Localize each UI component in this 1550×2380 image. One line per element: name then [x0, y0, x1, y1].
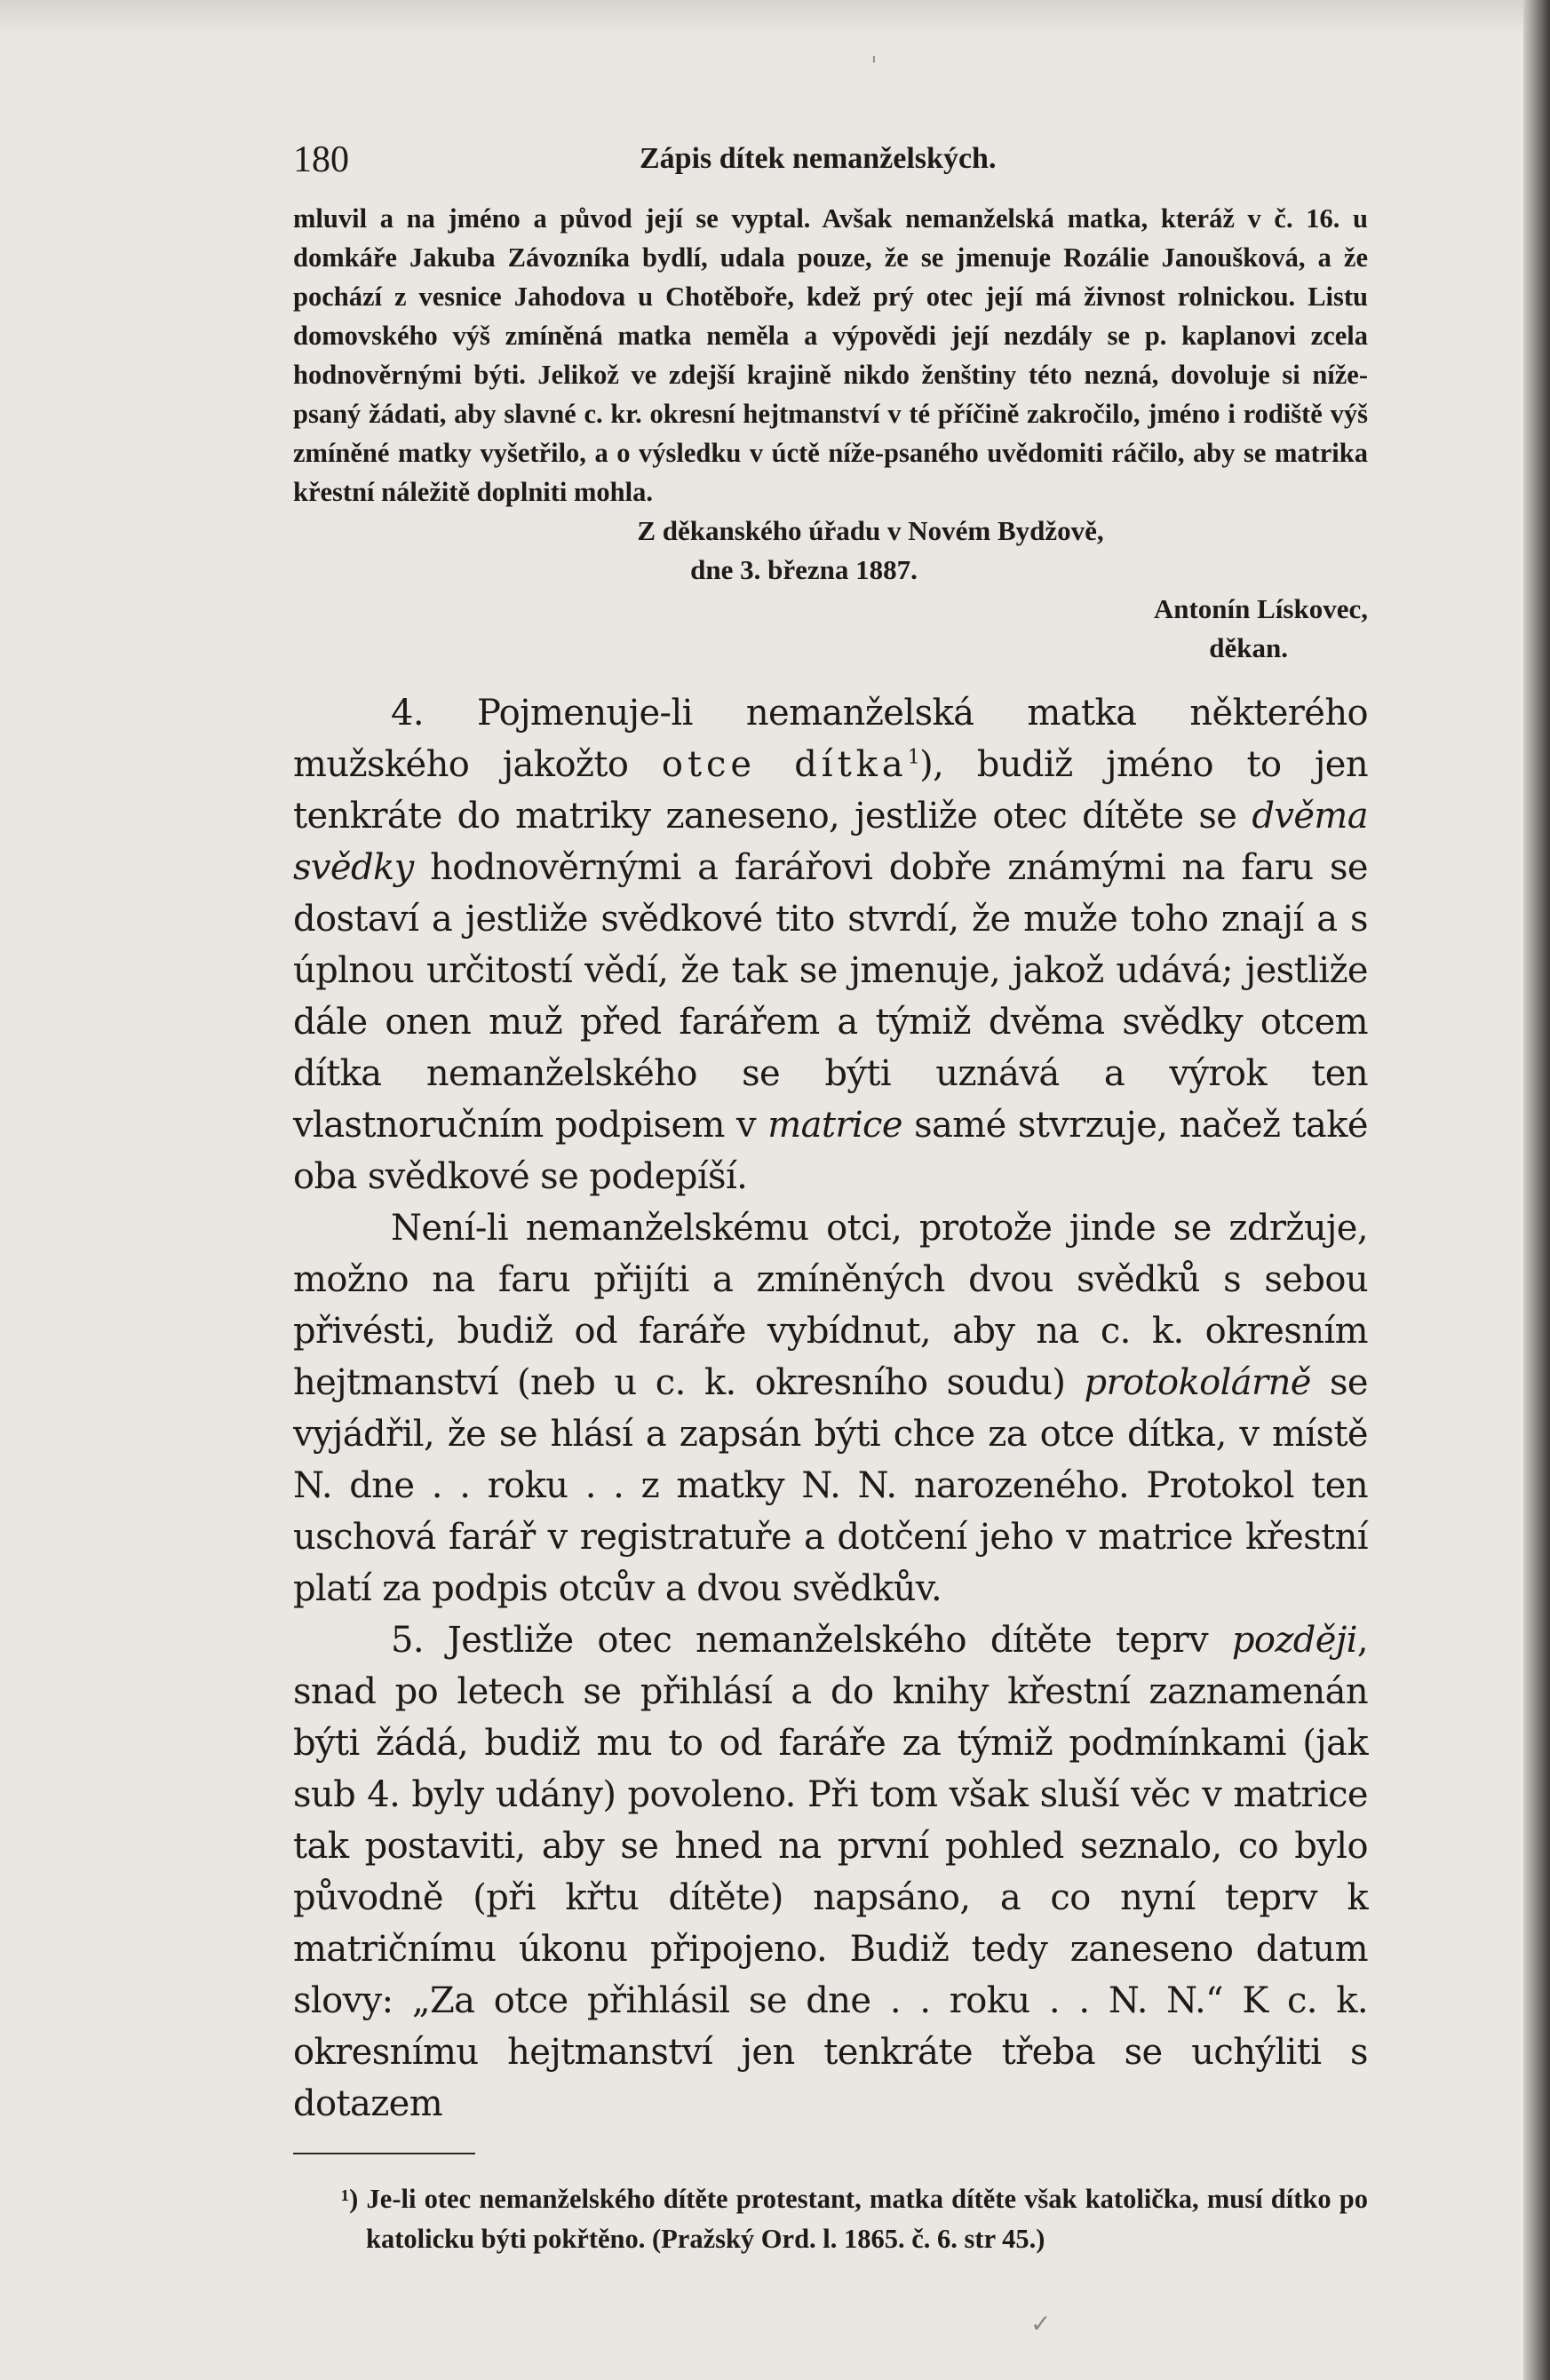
text-run: 5. Jestliže otec nemanželského dítěte teprv — [391, 1620, 1232, 1661]
letter-date: dne 3. března 1887. — [690, 554, 918, 585]
paragraph-absent-father — [293, 1202, 1368, 1614]
italic-emphasis: později — [1231, 1620, 1357, 1661]
letter-signoff — [293, 512, 1368, 590]
text-run: ), budiž jméno to jen tenkráte do matriky zaneseno, jestliže otec dítěte se — [293, 744, 1368, 837]
footnote-divider — [293, 2153, 475, 2154]
footnote-text: Je-li otec nemanželského dítěte protestant, matka dítěte však katolička, musí dítko po katolicku býti pokřtěno. (Pražský Ord. l. 1865. č. 6. str 45.) — [366, 2184, 1369, 2254]
text-run: hodnověrnými a farářovi dobře známými na faru se dostaví a jestliže svědkové tito stvrdí, že muže toho znají a s úplnou určitostí vědí, že tak se jmenuje, jakož udává; jestliže dále onen muž před farářem a týmiž dvěma svědky otcem dítka nemanželského se býti uznává a výrok ten vlastnoručním podpisem v — [293, 847, 1368, 1146]
running-title: Zápis dítek nemanželských. — [640, 142, 997, 175]
scan-speck: ✓ — [1030, 2309, 1052, 2338]
letter-signer — [293, 590, 1368, 668]
footnote — [293, 2179, 1368, 2259]
italic-emphasis: matrice — [767, 1105, 902, 1146]
signer-title: děkan. — [1209, 632, 1288, 663]
spaced-emphasis: otce dítka — [661, 744, 908, 785]
scan-speck: ˈ — [870, 52, 878, 81]
footnote-marker: ¹) — [341, 2184, 359, 2214]
letter-place: Z děkanského úřadu v Novém Bydžově, — [637, 515, 1104, 546]
signer-name: Antonín Lískovec, — [1153, 593, 1368, 624]
text-run: 4. Pojmenuje-li nemanželská matka některého mužského jakožto — [293, 693, 1368, 785]
italic-emphasis: dvěma svědky — [293, 796, 1368, 888]
scan-top-shading — [0, 0, 1550, 36]
text-run: , snad po letech se přihlásí a do knihy křestní zaznamenán býti žádá, budiž mu to od faráře za týmiž podmínkami (jak sub 4. byly udány) povoleno. Při tom však sluší věc v matrice tak postaviti, aby se hned na první pohled seznalo, co bylo původně (při křtu dítěte) napsáno, a co nyní teprv k matričnímu úkonu připojeno. Budiž tedy zaneseno datum slovy: „Za otce přihlásil se dne . . roku . . N. N.“ K c. k. okresnímu hejtmanství jen tenkráte třeba se uchýliti s dotazem — [293, 1620, 1368, 2124]
scan-right-edge — [1523, 0, 1550, 2380]
text-run: Není-li nemanželskému otci, protože jinde se zdržuje, možno na faru přijíti a zmíněných dvou svědků s sebou přivésti, budiž od faráře vybídnut, aby na c. k. okresním hejtmanství (neb u c. k. okresního soudu) — [293, 1208, 1368, 1403]
page-number: 180 — [293, 139, 349, 180]
footnote-reference: 1 — [907, 746, 920, 769]
paragraph-section-4 — [293, 687, 1368, 1202]
book-page — [293, 133, 1368, 2259]
quoted-letter: mluvil a na jméno a původ její se vyptal. Avšak nemanželská matka, kteráž v č. 16. u domkáře Jakuba Závozníka bydlí, udala pouze, že se jmenuje Rozálie Janoušková, a že pochází z vesnice Jahodova u Chotěboře, kdež prý otec její má živnost rolnickou. Listu domovského výš zmíněná matka neměla a výpovědi její nezdály se p. kaplanovi zcela hodnověrnými býti. Jelikož ve zdejší krajině nikdo ženštiny této nezná, dovoluje si níže-psaný žádati, aby slavné c. kr. okresní hejtmanství v té příčině zakročilo, jméno i rodiště výš zmíněné matky vyšetřilo, a o výsledku v úctě níže-psaného uvědomiti ráčilo, aby se matrika křestní náležitě doplniti mohla. — [293, 203, 1368, 507]
text-run: samé stvrzuje, načež také oba svědkové se podepíší. — [293, 1105, 1368, 1197]
text-run: se vyjádřil, že se hlásí a zapsán býti chce za otce dítka, v místě N. dne . . roku . . z matky N. N. narozeného. Protokol ten uschová farář v registratuře a dotčení jeho v matrice křestní platí za podpis otcův a dvou svědkův. — [293, 1362, 1368, 1609]
paragraph-section-5 — [293, 1614, 1368, 2130]
running-head — [293, 133, 1368, 186]
italic-emphasis: protokolárně — [1084, 1362, 1311, 1403]
main-text — [293, 687, 1368, 2130]
